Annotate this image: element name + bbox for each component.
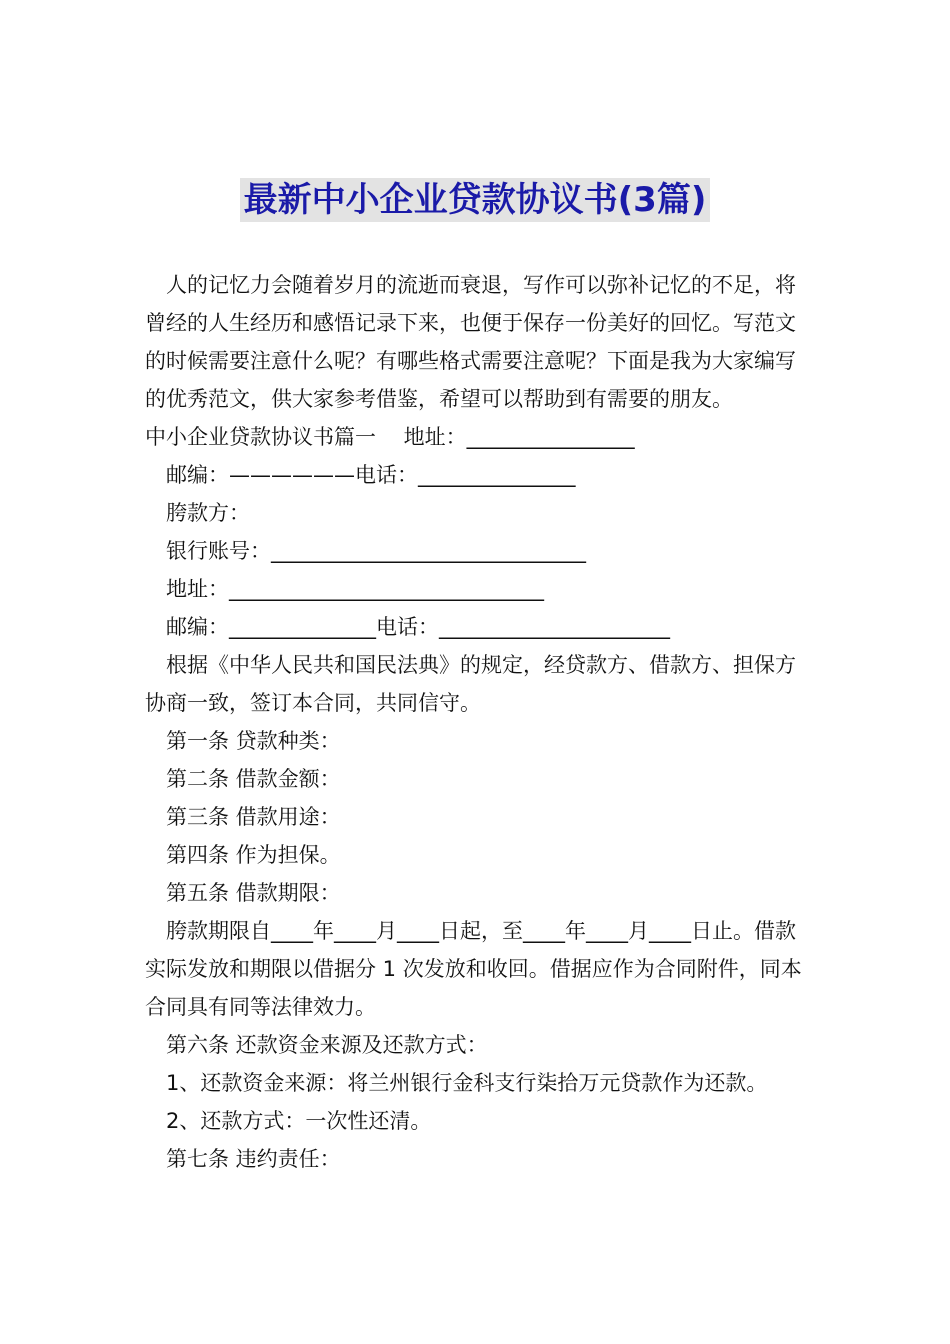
article-1: 第一条 贷款种类： bbox=[166, 729, 341, 753]
repayment-source: 1、还款资金来源：将兰州银行金科支行柒拾万元贷款作为还款。 bbox=[166, 1071, 768, 1095]
loan-term-paragraph: 胯款期限自____年____月____日起，至____年____月____日止。借款实际发放和期限以借据分 1 次发放和收回。借据应作为合同附件，同本合同具有同等法律效力。 bbox=[145, 919, 802, 1019]
article-7: 第七条 违约责任： bbox=[166, 1147, 341, 1171]
borrower-line: 胯款方： bbox=[166, 501, 250, 525]
legal-basis-paragraph: 根据《中华人民共和国民法典》的规定，经贷款方、借款方、担保方协商一致，签订本合同，共同信守。 bbox=[145, 653, 796, 715]
intro-paragraph: 人的记忆力会随着岁月的流逝而衰退，写作可以弥补记忆的不足，将曾经的人生经历和感悟记录下来，也便于保存一份美好的回忆。写范文的时候需要注意什么呢？有哪些格式需要注意呢？下面是我为大家编写的优秀范文，供大家参考借鉴，希望可以帮助到有需要的朋友。 bbox=[145, 273, 796, 411]
article-3: 第三条 借款用途： bbox=[166, 805, 341, 829]
article-4: 第四条 作为担保。 bbox=[166, 843, 341, 867]
postcode-phone-line: 邮编：——————电话：_______________ bbox=[166, 463, 576, 487]
postcode-phone-line-2: 邮编：______________电话：______________________ bbox=[166, 615, 670, 639]
article-6: 第六条 还款资金来源及还款方式： bbox=[166, 1033, 488, 1057]
repayment-method: 2、还款方式：一次性还清。 bbox=[166, 1109, 432, 1133]
article-2: 第二条 借款金额： bbox=[166, 767, 341, 791]
document-body bbox=[145, 266, 815, 1178]
bank-account-line: 银行账号：______________________________ bbox=[166, 539, 586, 563]
document-title: 最新中小企业贷款协议书(3篇) bbox=[240, 178, 711, 222]
title-container bbox=[0, 178, 950, 222]
section-heading-address: 中小企业贷款协议书篇一 地址：________________ bbox=[145, 425, 635, 449]
article-5: 第五条 借款期限： bbox=[166, 881, 341, 905]
address-line: 地址：______________________________ bbox=[166, 577, 544, 601]
